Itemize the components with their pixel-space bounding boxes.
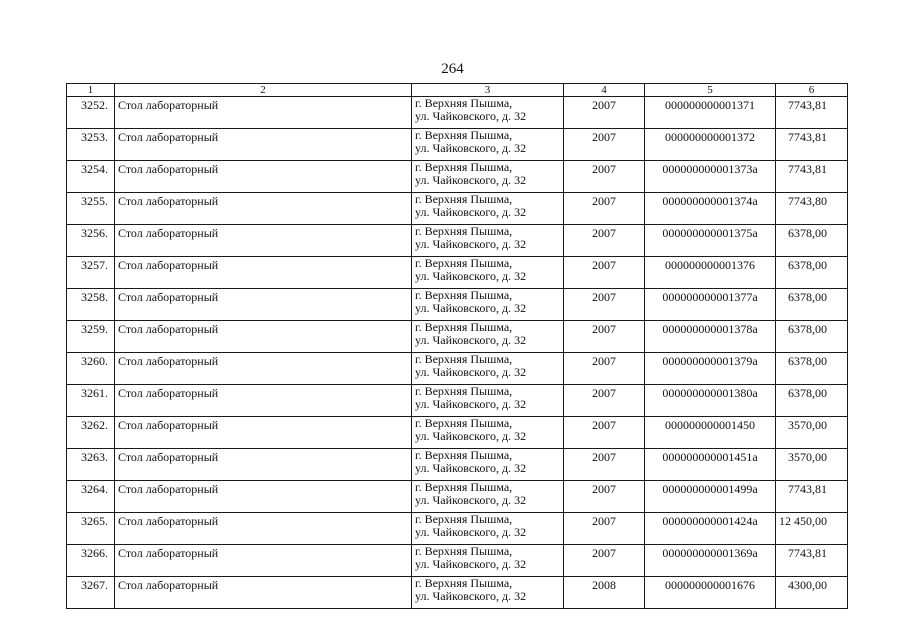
address-city: г. Верхняя Пышма, (415, 288, 513, 302)
row-number-cell: 3254. (67, 161, 115, 193)
year-cell: 2008 (564, 577, 645, 609)
inventory-number-cell: 000000000001372 (645, 129, 776, 161)
table-row (67, 161, 848, 193)
address-street: ул. Чайковского, д. 32 (415, 589, 527, 603)
value-cell: 7743,81 (776, 545, 848, 577)
table-row (67, 193, 848, 225)
value-cell: 4300,00 (776, 577, 848, 609)
address-city: г. Верхняя Пышма, (415, 448, 513, 462)
address-cell (412, 257, 564, 289)
column-header-3: 3 (412, 84, 564, 97)
address-street: ул. Чайковского, д. 32 (415, 461, 527, 475)
address-cell (412, 545, 564, 577)
address-street: ул. Чайковского, д. 32 (415, 173, 527, 187)
item-name-cell: Стол лабораторный (115, 385, 412, 417)
table-row (67, 225, 848, 257)
address-street: ул. Чайковского, д. 32 (415, 205, 527, 219)
address-cell (412, 513, 564, 545)
address-street: ул. Чайковского, д. 32 (415, 365, 527, 379)
address-street: ул. Чайковского, д. 32 (415, 525, 527, 539)
row-number-cell: 3264. (67, 481, 115, 513)
year-cell: 2007 (564, 193, 645, 225)
address-city: г. Верхняя Пышма, (415, 192, 513, 206)
address-cell (412, 321, 564, 353)
item-name-cell: Стол лабораторный (115, 225, 412, 257)
value-cell: 7743,81 (776, 481, 848, 513)
item-name-cell: Стол лабораторный (115, 193, 412, 225)
row-number-cell: 3261. (67, 385, 115, 417)
year-cell: 2007 (564, 97, 645, 129)
address-cell (412, 577, 564, 609)
inventory-number-cell: 000000000001676 (645, 577, 776, 609)
address-street: ул. Чайковского, д. 32 (415, 237, 527, 251)
address-cell (412, 417, 564, 449)
value-cell: 7743,81 (776, 97, 848, 129)
table-row (67, 481, 848, 513)
column-header-1: 1 (67, 84, 115, 97)
item-name-cell: Стол лабораторный (115, 481, 412, 513)
row-number-cell: 3257. (67, 257, 115, 289)
address-cell (412, 289, 564, 321)
year-cell: 2007 (564, 321, 645, 353)
item-name-cell: Стол лабораторный (115, 129, 412, 161)
table-row (67, 385, 848, 417)
inventory-number-cell: 000000000001451а (645, 449, 776, 481)
address-street: ул. Чайковского, д. 32 (415, 269, 527, 283)
address-cell (412, 161, 564, 193)
value-cell: 3570,00 (776, 417, 848, 449)
column-header-2: 2 (115, 84, 412, 97)
address-city: г. Верхняя Пышма, (415, 480, 513, 494)
inventory-number-cell: 000000000001450 (645, 417, 776, 449)
row-number-cell: 3256. (67, 225, 115, 257)
address-cell (412, 481, 564, 513)
year-cell: 2007 (564, 257, 645, 289)
address-street: ул. Чайковского, д. 32 (415, 493, 527, 507)
item-name-cell: Стол лабораторный (115, 513, 412, 545)
table-row (67, 513, 848, 545)
table-row (67, 97, 848, 129)
table-row (67, 289, 848, 321)
table-row (67, 353, 848, 385)
address-city: г. Верхняя Пышма, (415, 544, 513, 558)
address-street: ул. Чайковского, д. 32 (415, 301, 527, 315)
address-city: г. Верхняя Пышма, (415, 96, 513, 110)
year-cell: 2007 (564, 417, 645, 449)
table-body (67, 97, 848, 609)
value-cell: 6378,00 (776, 321, 848, 353)
inventory-number-cell: 000000000001377а (645, 289, 776, 321)
value-cell: 6378,00 (776, 353, 848, 385)
table-row (67, 545, 848, 577)
table-row (67, 577, 848, 609)
item-name-cell: Стол лабораторный (115, 577, 412, 609)
address-city: г. Верхняя Пышма, (415, 256, 513, 270)
column-header-5: 5 (645, 84, 776, 97)
row-number-cell: 3258. (67, 289, 115, 321)
page-number: 264 (441, 61, 464, 77)
row-number-cell: 3263. (67, 449, 115, 481)
inventory-number-cell: 000000000001369а (645, 545, 776, 577)
year-cell: 2007 (564, 385, 645, 417)
column-header-4: 4 (564, 84, 645, 97)
address-street: ул. Чайковского, д. 32 (415, 557, 527, 571)
row-number-cell: 3265. (67, 513, 115, 545)
address-city: г. Верхняя Пышма, (415, 576, 513, 590)
address-street: ул. Чайковского, д. 32 (415, 397, 527, 411)
property-registry-table (66, 83, 848, 609)
value-cell: 6378,00 (776, 257, 848, 289)
value-cell: 6378,00 (776, 289, 848, 321)
address-cell (412, 97, 564, 129)
column-header-6: 6 (776, 84, 848, 97)
table-row (67, 417, 848, 449)
item-name-cell: Стол лабораторный (115, 289, 412, 321)
year-cell: 2007 (564, 129, 645, 161)
address-cell (412, 353, 564, 385)
address-cell (412, 193, 564, 225)
table-row (67, 129, 848, 161)
address-city: г. Верхняя Пышма, (415, 160, 513, 174)
table-row (67, 449, 848, 481)
row-number-cell: 3260. (67, 353, 115, 385)
inventory-number-cell: 000000000001499а (645, 481, 776, 513)
value-cell: 7743,81 (776, 129, 848, 161)
table-header (67, 84, 848, 97)
item-name-cell: Стол лабораторный (115, 545, 412, 577)
inventory-number-cell: 000000000001379а (645, 353, 776, 385)
row-number-cell: 3266. (67, 545, 115, 577)
year-cell: 2007 (564, 161, 645, 193)
inventory-number-cell: 000000000001373а (645, 161, 776, 193)
row-number-cell: 3253. (67, 129, 115, 161)
address-city: г. Верхняя Пышма, (415, 128, 513, 142)
address-cell (412, 129, 564, 161)
inventory-number-cell: 000000000001375а (645, 225, 776, 257)
address-city: г. Верхняя Пышма, (415, 512, 513, 526)
year-cell: 2007 (564, 513, 645, 545)
item-name-cell: Стол лабораторный (115, 161, 412, 193)
address-cell (412, 385, 564, 417)
address-street: ул. Чайковского, д. 32 (415, 333, 527, 347)
row-number-cell: 3262. (67, 417, 115, 449)
value-cell: 12 450,00 (776, 513, 848, 545)
address-street: ул. Чайковского, д. 32 (415, 429, 527, 443)
table-row (67, 257, 848, 289)
value-cell: 6378,00 (776, 385, 848, 417)
year-cell: 2007 (564, 289, 645, 321)
item-name-cell: Стол лабораторный (115, 257, 412, 289)
year-cell: 2007 (564, 545, 645, 577)
item-name-cell: Стол лабораторный (115, 417, 412, 449)
table-row (67, 321, 848, 353)
year-cell: 2007 (564, 481, 645, 513)
address-city: г. Верхняя Пышма, (415, 224, 513, 238)
address-city: г. Верхняя Пышма, (415, 384, 513, 398)
address-cell (412, 225, 564, 257)
address-street: ул. Чайковского, д. 32 (415, 141, 527, 155)
inventory-number-cell: 000000000001374а (645, 193, 776, 225)
row-number-cell: 3255. (67, 193, 115, 225)
year-cell: 2007 (564, 353, 645, 385)
year-cell: 2007 (564, 225, 645, 257)
inventory-number-cell: 000000000001378а (645, 321, 776, 353)
header-row (67, 84, 848, 97)
row-number-cell: 3259. (67, 321, 115, 353)
item-name-cell: Стол лабораторный (115, 321, 412, 353)
address-city: г. Верхняя Пышма, (415, 416, 513, 430)
value-cell: 7743,81 (776, 161, 848, 193)
row-number-cell: 3252. (67, 97, 115, 129)
inventory-number-cell: 000000000001376 (645, 257, 776, 289)
value-cell: 6378,00 (776, 225, 848, 257)
value-cell: 3570,00 (776, 449, 848, 481)
row-number-cell: 3267. (67, 577, 115, 609)
item-name-cell: Стол лабораторный (115, 97, 412, 129)
address-street: ул. Чайковского, д. 32 (415, 109, 527, 123)
inventory-number-cell: 000000000001371 (645, 97, 776, 129)
item-name-cell: Стол лабораторный (115, 353, 412, 385)
address-city: г. Верхняя Пышма, (415, 352, 513, 366)
value-cell: 7743,80 (776, 193, 848, 225)
address-cell (412, 449, 564, 481)
item-name-cell: Стол лабораторный (115, 449, 412, 481)
inventory-number-cell: 000000000001424а (645, 513, 776, 545)
inventory-number-cell: 000000000001380а (645, 385, 776, 417)
year-cell: 2007 (564, 449, 645, 481)
address-city: г. Верхняя Пышма, (415, 320, 513, 334)
